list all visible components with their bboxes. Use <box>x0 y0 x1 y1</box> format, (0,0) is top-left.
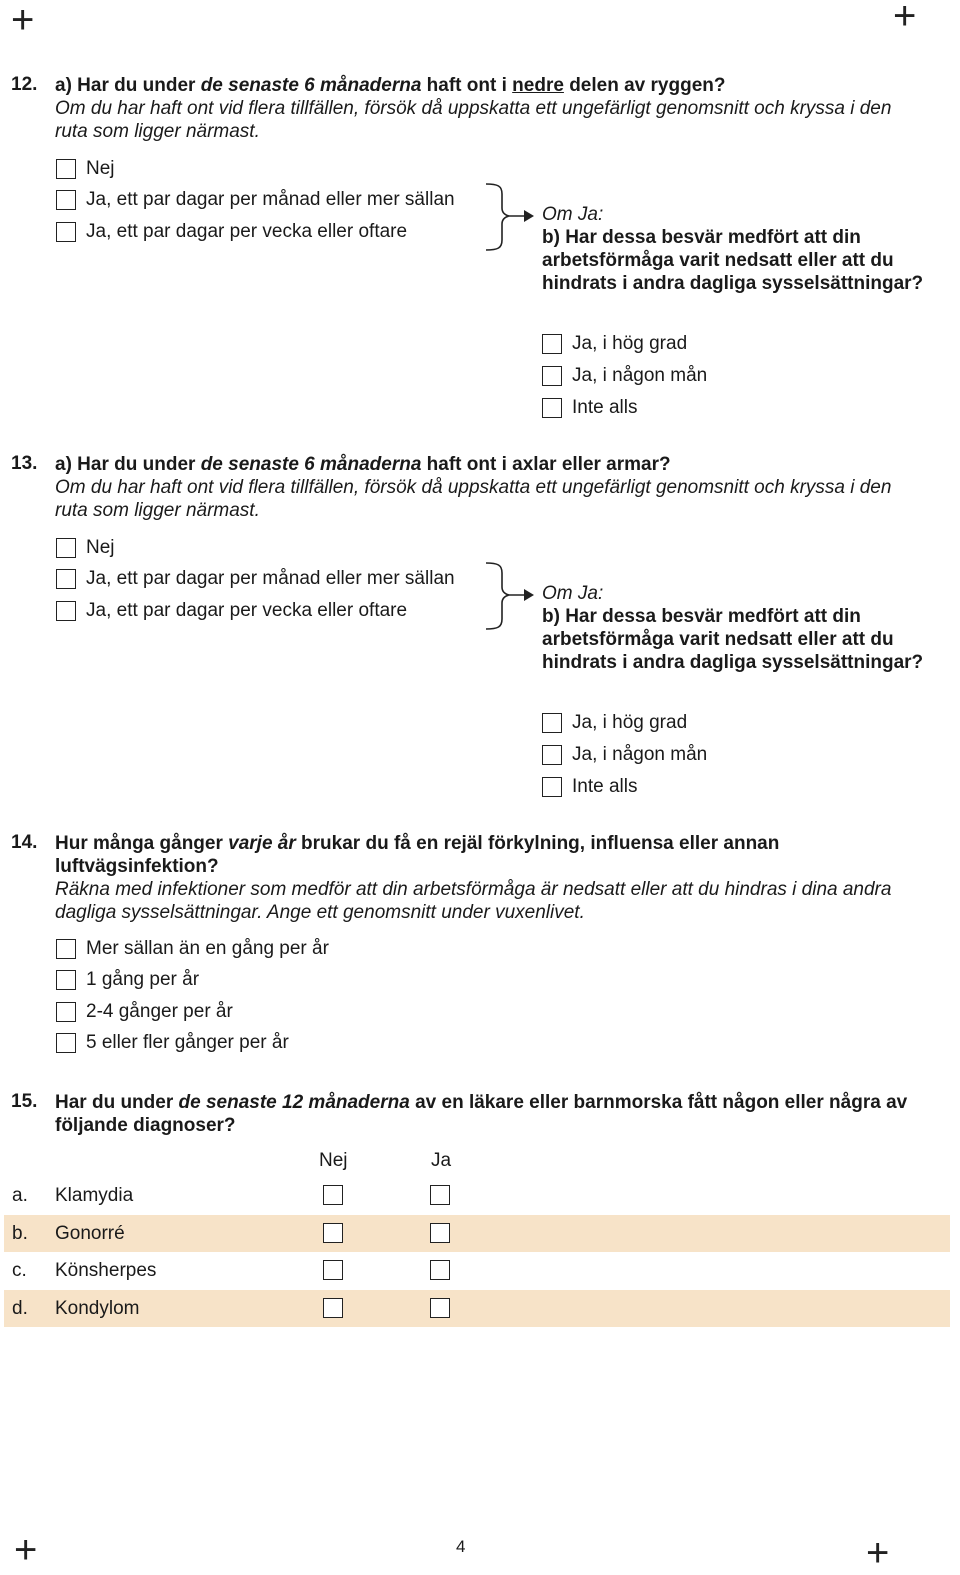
checkbox[interactable] <box>542 745 562 765</box>
registration-mark-top-right: + <box>893 0 917 38</box>
checkbox-ja[interactable] <box>430 1185 450 1205</box>
registration-mark-bottom-right: + <box>866 1531 890 1575</box>
column-header-nej: Nej <box>319 1150 348 1171</box>
option-label: Inte alls <box>572 776 638 797</box>
table-row <box>4 1252 950 1289</box>
table-row <box>4 1177 950 1214</box>
question-instruction: Om du har haft ont vid flera tillfällen, försök då uppskatta ett ungefärligt genomsnitt och kryssa i den ruta som ligger närmast. <box>55 98 892 142</box>
column-header-ja: Ja <box>431 1150 452 1171</box>
option-label: Ja, ett par dagar per vecka eller oftare <box>86 600 408 621</box>
title-part: a) Har du under <box>55 454 201 475</box>
checkbox-nej[interactable] <box>323 1185 343 1205</box>
option-weekly[interactable] <box>56 599 407 623</box>
checkbox[interactable] <box>56 190 76 210</box>
checkbox[interactable] <box>542 713 562 733</box>
checkbox[interactable] <box>56 569 76 589</box>
option-nej[interactable] <box>56 157 115 181</box>
table-row <box>4 1290 950 1327</box>
question-number: 14. <box>11 832 38 853</box>
question-number: 13. <box>11 453 38 474</box>
option-label: Nej <box>86 158 115 179</box>
option-monthly[interactable] <box>56 567 455 591</box>
option-5-plus[interactable] <box>56 1031 289 1055</box>
bracket-arrow-icon <box>484 182 536 252</box>
option-weekly[interactable] <box>56 220 407 244</box>
checkbox-nej[interactable] <box>323 1223 343 1243</box>
option-label: Ja, i någon mån <box>572 744 708 765</box>
page-number: 4 <box>456 1537 466 1556</box>
checkbox[interactable] <box>542 366 562 386</box>
option-label: Ja, i någon mån <box>572 365 708 386</box>
question-title <box>55 1091 945 1137</box>
followup-intro: Om Ja: <box>542 204 604 225</box>
question-title <box>55 832 845 878</box>
checkbox[interactable] <box>542 777 562 797</box>
option-label: Ja, i hög grad <box>572 712 688 733</box>
title-emphasis: varje år <box>228 833 296 854</box>
checkbox-nej[interactable] <box>323 1298 343 1318</box>
option-label: 5 eller fler gånger per år <box>86 1032 289 1053</box>
checkbox[interactable] <box>56 538 76 558</box>
title-part: av en läkare eller barnmorska fått någon eller några av följande diagnoser? <box>55 1092 908 1136</box>
followup-option-high[interactable] <box>542 332 687 356</box>
registration-mark-bottom-left: + <box>14 1528 38 1572</box>
option-2-4[interactable] <box>56 1000 233 1024</box>
checkbox[interactable] <box>56 601 76 621</box>
followup-option-some[interactable] <box>542 743 707 767</box>
table-row <box>4 1215 950 1252</box>
option-rarely[interactable] <box>56 937 329 961</box>
followup-option-some[interactable] <box>542 364 707 388</box>
checkbox[interactable] <box>542 334 562 354</box>
followup-intro: Om Ja: <box>542 583 604 604</box>
option-label: 2-4 gånger per år <box>86 1001 233 1022</box>
title-part: a) Har du under <box>55 75 201 96</box>
option-label: Inte alls <box>572 397 638 418</box>
title-underline: nedre <box>512 75 564 96</box>
title-part: Hur många gånger <box>55 833 229 854</box>
title-part: haft ont i axlar eller armar? <box>421 454 671 475</box>
option-label: 1 gång per år <box>86 969 200 990</box>
question-title <box>55 74 935 97</box>
question-instruction: Räkna med infektioner som medför att din arbetsförmåga är nedsatt eller att du hindras i dina andra dagliga sysselsättningar. Ange ett genomsnitt under vuxenlivet. <box>55 879 892 923</box>
option-label: Ja, ett par dagar per månad eller mer sällan <box>86 568 455 589</box>
followup-option-none[interactable] <box>542 396 637 420</box>
title-part: Har du under <box>55 1092 179 1113</box>
row-letter: b. <box>12 1223 28 1244</box>
question-number: 15. <box>11 1091 38 1112</box>
option-label: Ja, i hög grad <box>572 333 688 354</box>
option-nej[interactable] <box>56 536 115 560</box>
followup-question: b) Har dessa besvär medfört att din arbetsförmåga varit nedsatt eller att du hindrats i andra dagliga sysselsättningar? <box>542 606 924 673</box>
row-letter: d. <box>12 1298 28 1319</box>
checkbox[interactable] <box>542 398 562 418</box>
option-label: Mer sällan än en gång per år <box>86 938 329 959</box>
title-part: haft ont i <box>421 75 513 96</box>
checkbox[interactable] <box>56 222 76 242</box>
bracket-arrow-icon <box>484 561 536 631</box>
checkbox[interactable] <box>56 159 76 179</box>
row-label: Gonorré <box>55 1223 125 1244</box>
checkbox-ja[interactable] <box>430 1298 450 1318</box>
title-part: delen av ryggen? <box>563 75 726 96</box>
question-number: 12. <box>11 74 38 95</box>
option-label: Ja, ett par dagar per vecka eller oftare <box>86 221 408 242</box>
checkbox-ja[interactable] <box>430 1223 450 1243</box>
question-instruction: Om du har haft ont vid flera tillfällen, försök då uppskatta ett ungefärligt genomsnitt och kryssa i den ruta som ligger närmast. <box>55 477 892 521</box>
option-once[interactable] <box>56 968 199 992</box>
title-emphasis: de senaste 6 månaderna <box>200 75 422 96</box>
option-label: Ja, ett par dagar per månad eller mer sällan <box>86 189 455 210</box>
followup-question: b) Har dessa besvär medfört att din arbetsförmåga varit nedsatt eller att du hindrats i andra dagliga sysselsättningar? <box>542 227 924 294</box>
checkbox[interactable] <box>56 1002 76 1022</box>
followup-option-high[interactable] <box>542 711 687 735</box>
checkbox[interactable] <box>56 1033 76 1053</box>
checkbox-ja[interactable] <box>430 1260 450 1280</box>
title-part: brukar du få en rejäl förkylning, influensa eller annan luftvägsinfektion? <box>55 833 780 877</box>
checkbox[interactable] <box>56 970 76 990</box>
followup-option-none[interactable] <box>542 775 637 799</box>
title-emphasis: de senaste 6 månaderna <box>200 454 422 475</box>
row-label: Klamydia <box>55 1185 134 1206</box>
option-monthly[interactable] <box>56 188 455 212</box>
title-emphasis: de senaste 12 månaderna <box>178 1092 410 1113</box>
row-letter: c. <box>12 1260 27 1281</box>
checkbox-nej[interactable] <box>323 1260 343 1280</box>
row-letter: a. <box>12 1185 28 1206</box>
row-label: Kondylom <box>55 1298 140 1319</box>
question-title <box>55 453 935 476</box>
row-label: Könsherpes <box>55 1260 157 1281</box>
checkbox[interactable] <box>56 939 76 959</box>
option-label: Nej <box>86 537 115 558</box>
registration-mark-top-left: + <box>11 0 35 42</box>
